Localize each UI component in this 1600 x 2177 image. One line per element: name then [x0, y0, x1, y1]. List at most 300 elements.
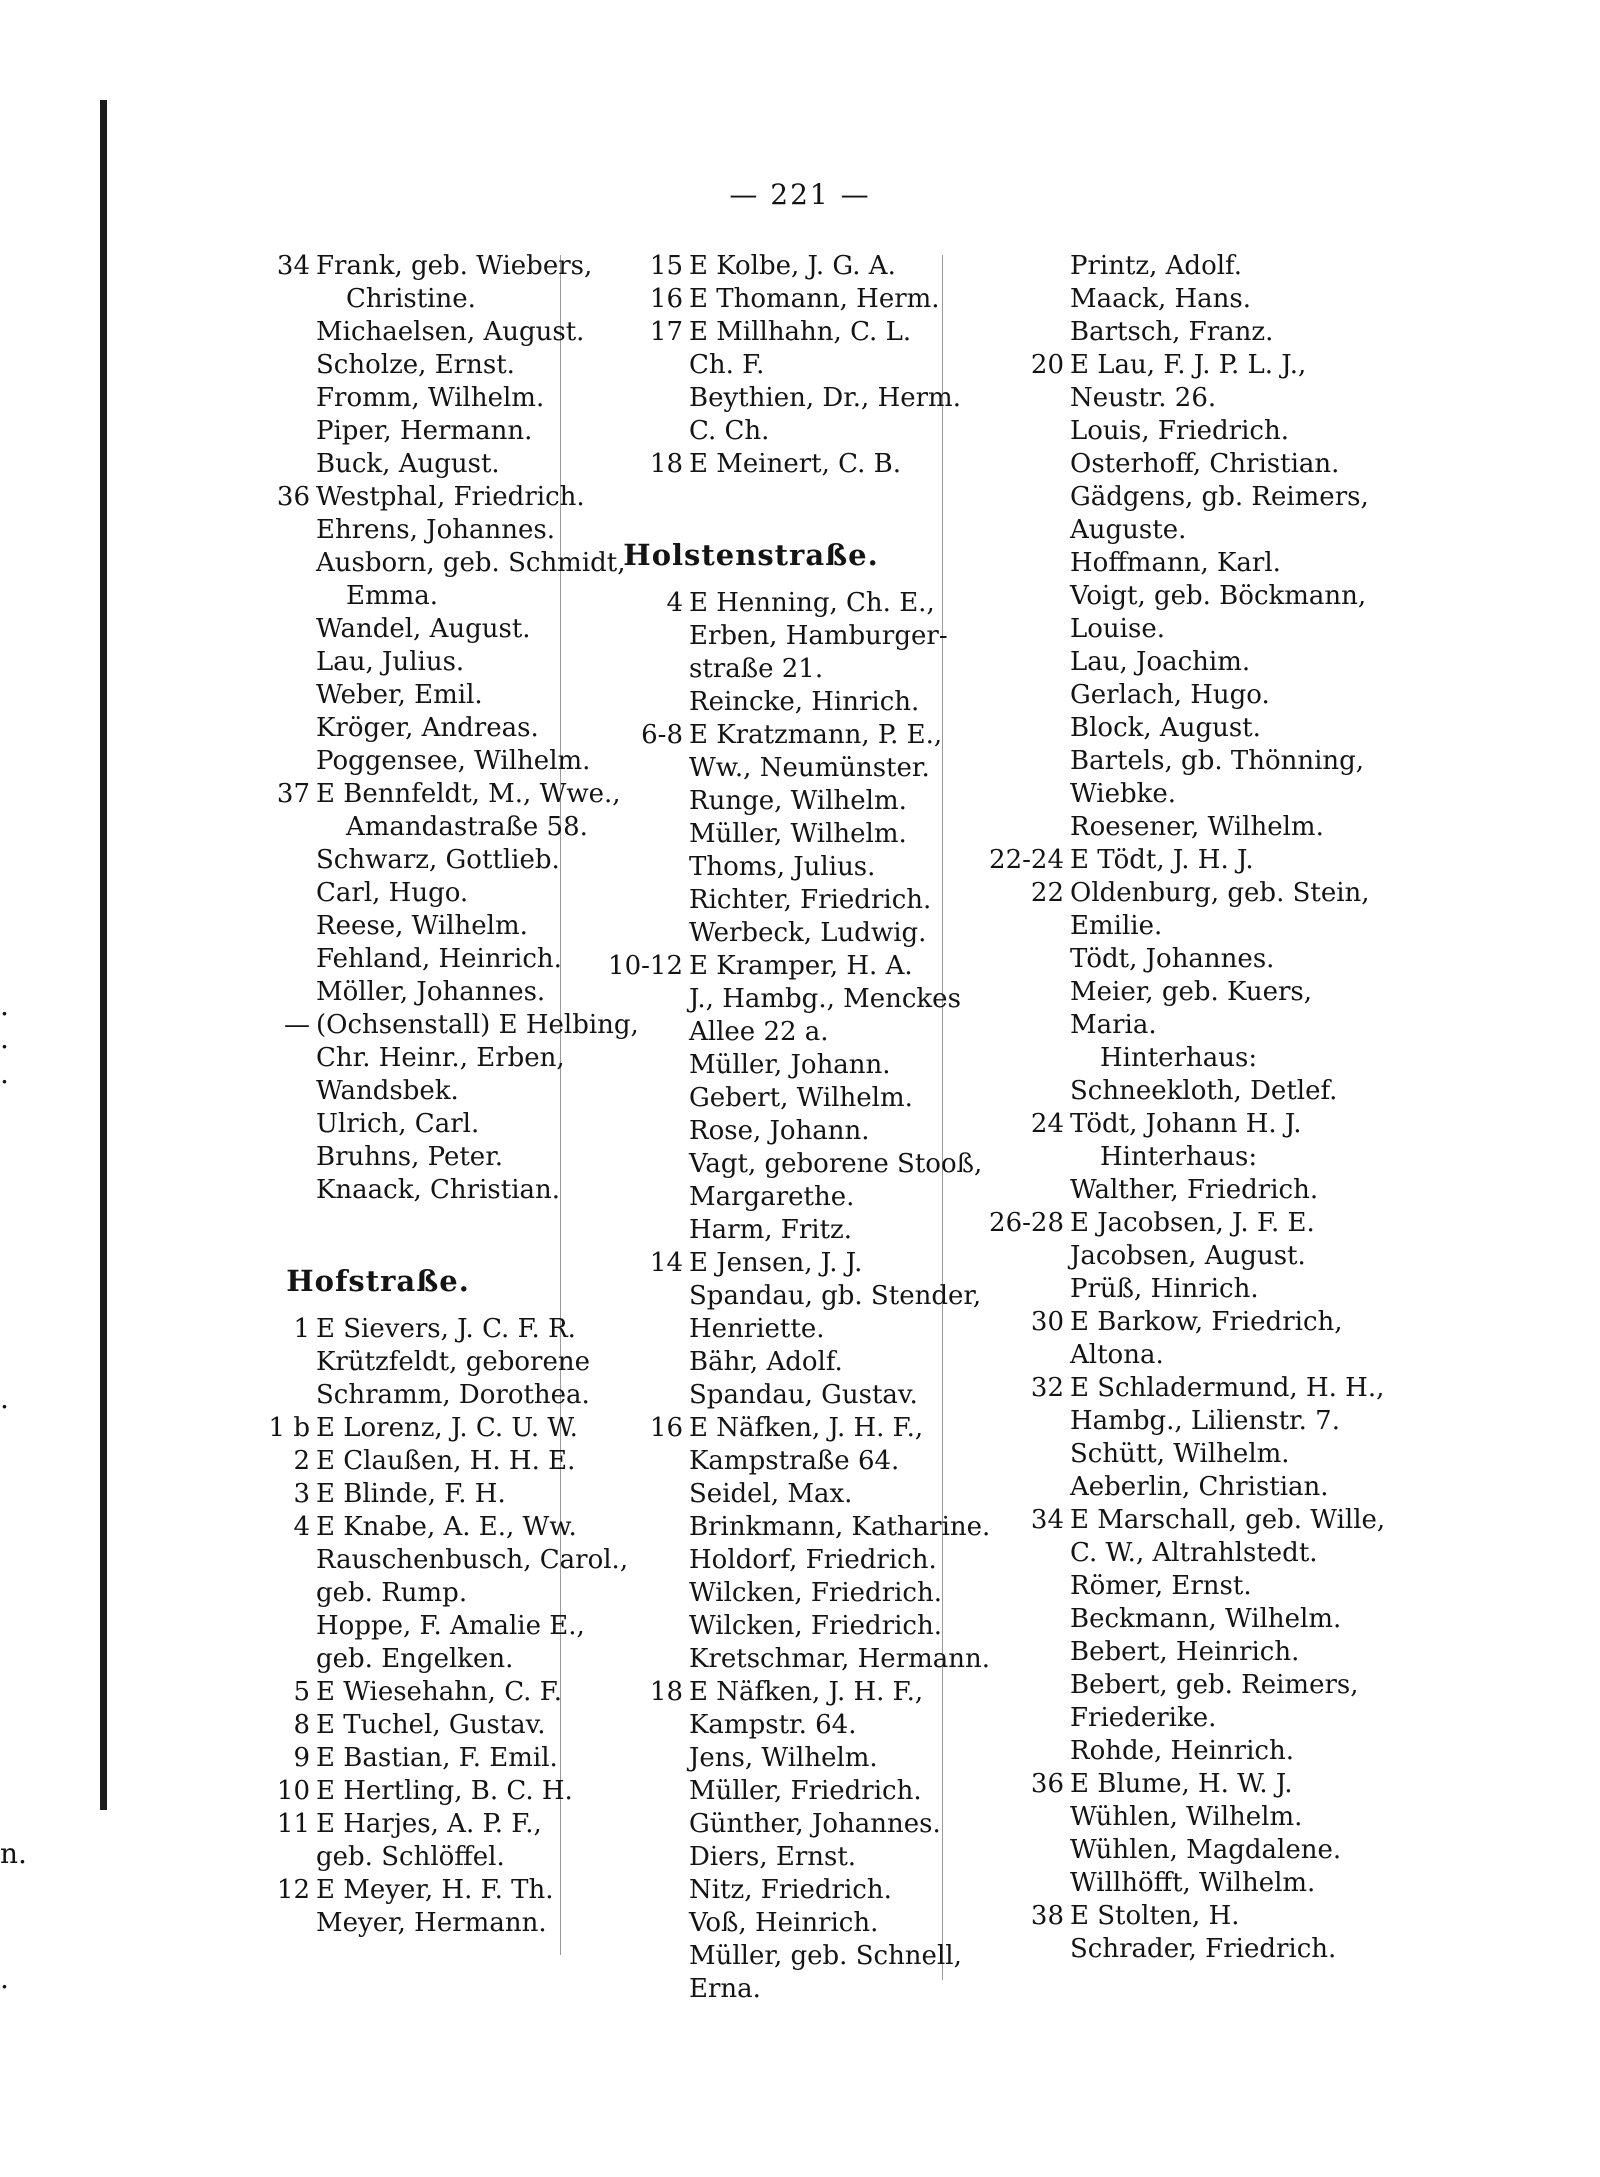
resident-text: Werbeck, Ludwig.	[689, 918, 927, 948]
resident-text: Diers, Ernst.	[689, 1842, 857, 1872]
margin-fragment: .	[0, 1057, 9, 1090]
house-number: 10-12	[608, 951, 683, 981]
house-number	[952, 250, 1070, 283]
directory-entry	[198, 811, 588, 844]
resident-text: geb. Rump.	[316, 1578, 468, 1608]
directory-entry	[198, 1841, 558, 1874]
resident-text: Willhöfft, Wilhelm.	[1070, 1868, 1316, 1898]
resident-text: Schütt, Wilhelm.	[1070, 1439, 1290, 1469]
resident-text: Wilcken, Friedrich.	[689, 1611, 943, 1641]
house-number	[952, 646, 1070, 679]
resident-text: Beckmann, Wilhelm.	[1070, 1604, 1342, 1634]
house-number	[198, 910, 316, 943]
directory-entry	[571, 1082, 931, 1115]
directory-entry	[952, 1009, 1312, 1042]
directory-entry	[198, 1874, 558, 1907]
directory-entry	[198, 514, 558, 547]
house-number	[571, 1049, 689, 1082]
resident-text: E Kratzmann, P. E.,	[689, 720, 943, 750]
directory-entry	[952, 1504, 1386, 1537]
house-number	[952, 1702, 1070, 1735]
directory-entry	[198, 349, 558, 382]
directory-entry	[952, 1933, 1337, 1966]
resident-text: Poggensee, Wilhelm.	[316, 746, 591, 776]
directory-entry	[952, 877, 1370, 910]
directory-column-left	[198, 250, 639, 1940]
directory-entry	[198, 1709, 558, 1742]
directory-entry	[198, 712, 558, 745]
resident-text: Meyer, Hermann.	[316, 1908, 547, 1938]
house-number	[571, 1577, 689, 1610]
directory-entry	[571, 1445, 931, 1478]
house-number	[198, 1174, 316, 1207]
resident-text: Runge, Wilhelm.	[689, 786, 907, 816]
house-number	[571, 1544, 689, 1577]
house-number	[198, 415, 316, 448]
house-number	[571, 415, 689, 448]
directory-entry	[952, 382, 1312, 415]
house-number	[198, 1141, 316, 1174]
resident-text: Block, August.	[1070, 713, 1261, 743]
directory-entry	[952, 1702, 1312, 1735]
resident-text: E Meyer, H. F. Th.	[316, 1875, 554, 1905]
house-number	[571, 1643, 689, 1676]
directory-entry	[952, 448, 1340, 481]
house-number	[571, 1379, 689, 1412]
directory-entry	[198, 1808, 558, 1841]
directory-entry	[952, 1438, 1312, 1471]
resident-text: E Stolten, H.	[1070, 1901, 1240, 1931]
directory-entry	[571, 1676, 931, 1709]
resident-text: Meier, geb. Kuers,	[1070, 977, 1313, 1007]
house-number	[571, 349, 689, 382]
resident-text: Schrader, Friedrich.	[1070, 1934, 1337, 1964]
resident-text: Beythien, Dr., Herm.	[689, 383, 961, 413]
resident-text: Michaelsen, August.	[316, 317, 585, 347]
resident-text: Allee 22 a.	[689, 1017, 829, 1047]
resident-text: E Meinert, C. B.	[689, 449, 901, 479]
resident-text: Spandau, gb. Stender,	[689, 1281, 982, 1311]
directory-entry	[952, 976, 1312, 1009]
directory-entry	[952, 349, 1312, 382]
house-number	[198, 1042, 316, 1075]
house-number	[198, 613, 316, 646]
resident-text: E Lorenz, J. C. U. W.	[316, 1413, 578, 1443]
directory-entry	[198, 679, 558, 712]
spacer	[571, 481, 931, 515]
resident-text: Voß, Heinrich.	[689, 1908, 879, 1938]
resident-text: Bartsch, Franz.	[1070, 317, 1274, 347]
resident-text: Bähr, Adolf.	[689, 1347, 843, 1377]
resident-text: Rose, Johann.	[689, 1116, 870, 1146]
resident-text: E Knabe, A. E., Ww.	[316, 1512, 577, 1542]
house-number: 26-28	[989, 1208, 1064, 1238]
house-number	[198, 1577, 316, 1610]
house-number	[952, 514, 1070, 547]
directory-entry	[571, 686, 931, 719]
resident-text: Westphal, Friedrich.	[316, 482, 585, 512]
resident-text: Bebert, Heinrich.	[1070, 1637, 1300, 1667]
directory-entry	[952, 1603, 1342, 1636]
directory-entry	[571, 448, 931, 481]
directory-entry	[952, 1669, 1359, 1702]
house-number: 8	[293, 1710, 310, 1740]
resident-text: Reese, Wilhelm.	[316, 911, 528, 941]
house-number	[952, 448, 1070, 481]
directory-entry	[952, 811, 1324, 844]
house-number	[198, 1075, 316, 1108]
resident-text: Maria.	[1070, 1010, 1157, 1040]
resident-text: Knaack, Christian.	[316, 1175, 561, 1205]
directory-entry	[571, 1940, 962, 1973]
resident-text: Louis, Friedrich.	[1070, 416, 1289, 446]
resident-text: Günther, Johannes.	[689, 1809, 941, 1839]
resident-text: E Wiesehahn, C. F.	[316, 1677, 562, 1707]
house-number	[571, 1907, 689, 1940]
resident-text: Oldenburg, geb. Stein,	[1070, 878, 1370, 908]
house-number	[198, 514, 316, 547]
house-number	[571, 1511, 689, 1544]
directory-entry	[198, 1346, 590, 1379]
directory-entry	[571, 1742, 931, 1775]
house-number	[198, 1643, 316, 1676]
house-number	[198, 1610, 316, 1643]
directory-entry	[198, 745, 591, 778]
resident-text: E Claußen, H. H. E.	[316, 1446, 576, 1476]
resident-text: Müller, Wilhelm.	[689, 819, 907, 849]
house-number	[571, 785, 689, 818]
resident-text: E Jensen, J. J.	[689, 1248, 863, 1278]
resident-text: Henriette.	[689, 1314, 825, 1344]
resident-text: Holdorf, Friedrich.	[689, 1545, 937, 1575]
resident-text: geb. Engelken.	[316, 1644, 514, 1674]
directory-entry	[198, 283, 558, 316]
house-number	[571, 382, 689, 415]
directory-entry	[571, 1775, 931, 1808]
house-number	[952, 316, 1070, 349]
house-number	[952, 1075, 1070, 1108]
directory-entry	[198, 448, 558, 481]
house-number	[571, 1313, 689, 1346]
resident-text: Prüß, Hinrich.	[1070, 1274, 1259, 1304]
house-number	[571, 1214, 689, 1247]
resident-text: E Kolbe, J. G. A.	[689, 251, 896, 281]
directory-entry	[952, 316, 1312, 349]
resident-text: Osterhoff, Christian.	[1070, 449, 1340, 479]
house-number	[571, 1016, 689, 1049]
house-number	[198, 1108, 316, 1141]
house-number: 38	[1030, 1901, 1064, 1931]
directory-entry	[952, 1900, 1312, 1933]
resident-text: Nitz, Friedrich.	[689, 1875, 892, 1905]
directory-entry	[571, 1412, 931, 1445]
house-number	[571, 1973, 689, 2006]
house-number	[571, 1181, 689, 1214]
house-number	[571, 1742, 689, 1775]
directory-entry	[198, 415, 558, 448]
house-number	[571, 917, 689, 950]
directory-entry	[571, 1544, 937, 1577]
resident-text: Kröger, Andreas.	[316, 713, 539, 743]
house-number	[198, 646, 316, 679]
house-number	[571, 1841, 689, 1874]
directory-entry	[952, 1240, 1312, 1273]
resident-text: Emilie.	[1070, 911, 1163, 941]
resident-text: Emma.	[346, 581, 439, 611]
directory-entry	[571, 1280, 982, 1313]
house-number: 1 b	[268, 1413, 310, 1443]
directory-entry	[952, 1207, 1315, 1240]
house-number	[952, 1273, 1070, 1306]
directory-entry	[952, 1042, 1312, 1075]
directory-entry	[571, 851, 931, 884]
resident-text: Thoms, Julius.	[689, 852, 876, 882]
directory-entry	[198, 943, 562, 976]
resident-text: E Sievers, J. C. F. R.	[316, 1314, 576, 1344]
house-number	[571, 1808, 689, 1841]
resident-text: Wilcken, Friedrich.	[689, 1578, 943, 1608]
resident-text: Ulrich, Carl.	[316, 1109, 480, 1139]
resident-text: Spandau, Gustav.	[689, 1380, 918, 1410]
directory-entry	[198, 382, 558, 415]
directory-entry	[198, 976, 558, 1009]
house-number	[571, 818, 689, 851]
house-number	[952, 1834, 1070, 1867]
directory-entry	[952, 283, 1312, 316]
margin-fragment: .	[0, 989, 9, 1022]
directory-entry	[952, 1537, 1318, 1570]
house-number	[952, 1933, 1070, 1966]
directory-entry	[571, 349, 931, 382]
directory-entry	[198, 1009, 639, 1042]
house-number	[952, 745, 1070, 778]
directory-entry	[952, 514, 1312, 547]
directory-entry	[571, 752, 931, 785]
directory-entry	[571, 1907, 931, 1940]
resident-text: Bruhns, Peter.	[316, 1142, 504, 1172]
resident-text: Hoffmann, Karl.	[1070, 548, 1281, 578]
house-number: —	[284, 1010, 310, 1040]
directory-entry	[952, 778, 1312, 811]
resident-text: Rauschenbusch, Carol.,	[316, 1545, 629, 1575]
directory-entry	[571, 1214, 931, 1247]
resident-text: Wandsbek.	[316, 1076, 459, 1106]
directory-entry	[198, 1445, 576, 1478]
house-number	[952, 1339, 1070, 1372]
directory-entry	[571, 1313, 931, 1346]
house-number	[571, 1874, 689, 1907]
house-number	[198, 316, 316, 349]
resident-text: Schramm, Dorothea.	[316, 1380, 590, 1410]
directory-entry	[571, 283, 940, 316]
directory-entry	[198, 1379, 590, 1412]
directory-entry	[952, 1108, 1312, 1141]
resident-text: Tödt, Johannes.	[1070, 944, 1275, 974]
house-number	[952, 1141, 1070, 1174]
resident-text: E Harjes, A. P. F.,	[316, 1809, 542, 1839]
resident-text: Fromm, Wilhelm.	[316, 383, 545, 413]
directory-entry	[952, 415, 1312, 448]
house-number: 15	[649, 251, 683, 281]
resident-text: Möller, Johannes.	[316, 977, 546, 1007]
resident-text: Bebert, geb. Reimers,	[1070, 1670, 1359, 1700]
house-number: 22	[1030, 878, 1064, 908]
resident-text: C. Ch.	[689, 416, 770, 446]
resident-text: Müller, Friedrich.	[689, 1776, 922, 1806]
resident-text: Müller, geb. Schnell,	[689, 1941, 962, 1971]
house-number: 6-8	[641, 720, 683, 750]
directory-entry	[198, 1775, 573, 1808]
margin-fragment: n.	[0, 1837, 27, 1870]
resident-text: Bartels, gb. Thönning,	[1070, 746, 1365, 776]
resident-text: E Thomann, Herm.	[689, 284, 940, 314]
resident-text: Printz, Adolf.	[1070, 251, 1243, 281]
directory-entry	[952, 1405, 1340, 1438]
resident-text: E Barkow, Friedrich,	[1070, 1307, 1343, 1337]
house-number: 10	[276, 1776, 310, 1806]
house-number	[198, 547, 316, 580]
resident-text: Buck, August.	[316, 449, 500, 479]
resident-text: E Tödt, J. H. J.	[1070, 845, 1254, 875]
house-number	[952, 1438, 1070, 1471]
house-number: 18	[649, 449, 683, 479]
resident-text: Scholze, Ernst.	[316, 350, 515, 380]
resident-text: Piper, Hermann.	[316, 416, 533, 446]
margin-fragment: .	[0, 1962, 9, 1995]
directory-entry	[952, 1141, 1312, 1174]
resident-text: Louise.	[1070, 614, 1165, 644]
house-number: 22-24	[989, 845, 1064, 875]
resident-text: Altona.	[1070, 1340, 1164, 1370]
house-number: 16	[649, 1413, 683, 1443]
directory-entry	[952, 1570, 1312, 1603]
house-number: 4	[666, 588, 683, 618]
resident-text: E Tuchel, Gustav.	[316, 1710, 546, 1740]
resident-text: Brinkmann, Katharine.	[689, 1512, 991, 1542]
house-number	[952, 811, 1070, 844]
resident-text: Auguste.	[1070, 515, 1187, 545]
house-number	[198, 1841, 316, 1874]
directory-entry	[952, 580, 1367, 613]
directory-entry	[952, 1372, 1385, 1405]
resident-text: Harm, Fritz.	[689, 1215, 852, 1245]
directory-entry	[571, 950, 931, 983]
directory-entry	[571, 1643, 990, 1676]
house-number	[952, 1636, 1070, 1669]
house-number	[571, 1148, 689, 1181]
directory-entry	[571, 1610, 943, 1643]
directory-entry	[198, 1742, 558, 1775]
house-number	[571, 1346, 689, 1379]
margin-fragment: .	[0, 1382, 9, 1415]
house-number	[952, 1603, 1070, 1636]
resident-text: E Henning, Ch. E.,	[689, 588, 935, 618]
house-number	[952, 1471, 1070, 1504]
house-number: 24	[1030, 1109, 1064, 1139]
directory-entry	[571, 1709, 931, 1742]
house-number: 4	[293, 1512, 310, 1542]
directory-entry	[198, 250, 593, 283]
resident-text: Frank, geb. Wiebers,	[316, 251, 593, 281]
directory-column-right	[952, 250, 1386, 1966]
house-number: 11	[276, 1809, 310, 1839]
directory-entry	[952, 481, 1369, 514]
directory-entry	[198, 547, 626, 580]
house-number	[571, 1709, 689, 1742]
directory-entry	[571, 917, 931, 950]
resident-text: E Jacobsen, J. F. E.	[1070, 1208, 1315, 1238]
resident-text: Hambg., Lilienstr. 7.	[1070, 1406, 1340, 1436]
house-number	[198, 448, 316, 481]
house-number	[952, 943, 1070, 976]
directory-entry	[198, 580, 558, 613]
book-page-edge	[100, 100, 107, 1810]
directory-entry	[952, 712, 1312, 745]
house-number: 32	[1030, 1373, 1064, 1403]
house-number: 34	[276, 251, 310, 281]
directory-entry	[571, 1247, 931, 1280]
resident-text: Roesener, Wilhelm.	[1070, 812, 1324, 842]
resident-text: Gädgens, gb. Reimers,	[1070, 482, 1369, 512]
directory-entry	[571, 1808, 941, 1841]
directory-entry	[571, 653, 931, 686]
directory-entry	[952, 1339, 1312, 1372]
resident-text: Seidel, Max.	[689, 1479, 853, 1509]
house-number	[952, 910, 1070, 943]
directory-entry	[198, 1577, 558, 1610]
resident-text: Ausborn, geb. Schmidt,	[316, 548, 626, 578]
directory-entry	[198, 316, 585, 349]
previous-page-margin	[0, 0, 27, 2177]
house-number	[952, 613, 1070, 646]
directory-entry	[571, 1478, 931, 1511]
house-number	[952, 382, 1070, 415]
directory-entry	[571, 1115, 931, 1148]
house-number	[952, 1735, 1070, 1768]
directory-entry	[571, 719, 943, 752]
house-number	[571, 983, 689, 1016]
house-number	[952, 712, 1070, 745]
directory-entry	[198, 1907, 558, 1940]
resident-text: Ch. F.	[689, 350, 765, 380]
resident-text: Lau, Joachim.	[1070, 647, 1251, 677]
resident-text: Friederike.	[1070, 1703, 1217, 1733]
resident-text: E Lau, F. J. P. L. J.,	[1070, 350, 1307, 380]
directory-entry	[571, 1511, 991, 1544]
resident-text: Erna.	[689, 1974, 761, 2004]
resident-text: Vagt, geborene Stooß,	[689, 1149, 983, 1179]
house-number	[952, 1570, 1070, 1603]
resident-text: Neustr. 26.	[1070, 383, 1217, 413]
resident-text: E Kramper, H. A.	[689, 951, 913, 981]
resident-text: E Marschall, geb. Wille,	[1070, 1505, 1386, 1535]
house-number	[198, 943, 316, 976]
directory-entry	[571, 1346, 931, 1379]
house-number	[571, 752, 689, 785]
house-number	[571, 620, 689, 653]
resident-text: Krützfeldt, geborene	[316, 1347, 590, 1377]
directory-entry	[952, 1174, 1319, 1207]
resident-text: E Bastian, F. Emil.	[316, 1743, 558, 1773]
house-number	[198, 349, 316, 382]
directory-entry	[198, 844, 558, 877]
directory-column-middle	[571, 250, 991, 2006]
directory-entry	[571, 1379, 931, 1412]
house-number	[952, 1174, 1070, 1207]
house-number: 9	[293, 1743, 310, 1773]
resident-text: Margarethe.	[689, 1182, 855, 1212]
house-number	[571, 1940, 689, 1973]
